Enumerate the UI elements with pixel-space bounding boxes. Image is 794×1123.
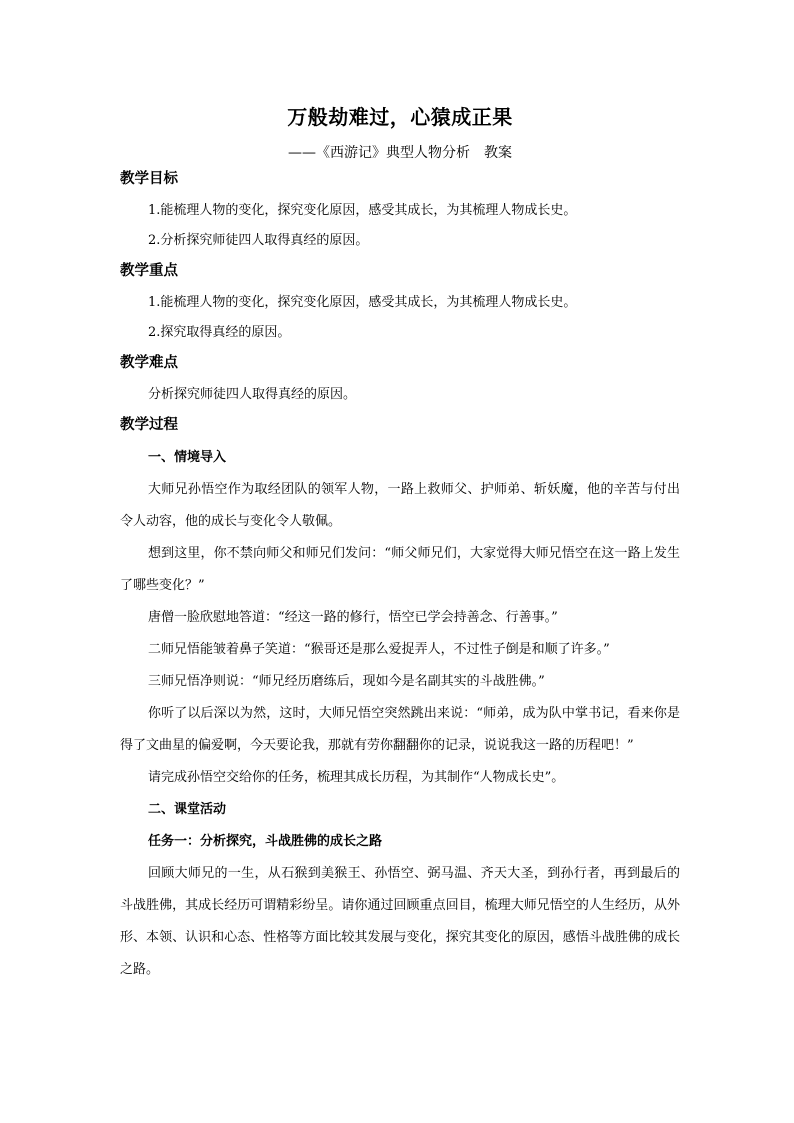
- intro-paragraph: 二师兄悟能皱着鼻子笑道：“猴哥还是那么爱捉弄人，不过性子倒是和顺了许多。”: [148, 642, 610, 657]
- intro-paragraph: 想到这里，你不禁向师父和师兄们发问：“师父师兄们，大家觉得大师兄悟空在这一路上发生了哪些变化？”: [120, 546, 680, 593]
- intro-paragraph: 请完成孙悟空交给你的任务，梳理其成长历程，为其制作“人物成长史”。: [148, 770, 565, 785]
- section-heading-intro: 一、情境导入: [148, 450, 227, 465]
- difficulties-heading: 教学难点: [120, 354, 178, 371]
- key-points-heading: 教学重点: [120, 262, 178, 279]
- key-point-item: 1.能梳理人物的变化，探究变化原因，感受其成长，为其梳理人物成长史。: [148, 295, 577, 310]
- document-title: 万般劫难过，心猿成正果: [287, 105, 513, 129]
- task-heading: 任务一：分析探究，斗战胜佛的成长之路: [148, 834, 383, 849]
- document-subtitle: ——《西游记》典型人物分析 教案: [288, 145, 512, 161]
- intro-paragraph: 三师兄悟净则说：“师兄经历磨练后，现如今是名副其实的斗战胜佛。”: [148, 674, 545, 689]
- difficulty-item: 分析探究师徒四人取得真经的原因。: [148, 387, 357, 402]
- intro-paragraph: 大师兄孙悟空作为取经团队的领军人物，一路上救师父、护师弟、斩妖魔，他的辛苦与付出令人动容，他的成长与变化令人敬佩。: [120, 482, 680, 529]
- objectives-heading: 教学目标: [120, 170, 178, 187]
- key-point-item: 2.探究取得真经的原因。: [148, 325, 291, 340]
- intro-paragraph: 唐僧一脸欣慰地答道：“经这一路的修行，悟空已学会持善念、行善事。”: [148, 610, 558, 625]
- process-heading: 教学过程: [120, 416, 178, 433]
- section-heading-activities: 二、课堂活动: [148, 802, 227, 817]
- intro-paragraph: 你听了以后深以为然，这时，大师兄悟空突然跳出来说：“师弟，成为队中掌书记，看来你是得了文曲星的偏爱啊，今天要论我，那就有劳你翻翻你的记录，说说我这一路的历程吧！”: [120, 706, 680, 753]
- objective-item: 1.能梳理人物的变化，探究变化原因，感受其成长，为其梳理人物成长史。: [148, 203, 577, 218]
- objective-item: 2.分析探究师徒四人取得真经的原因。: [148, 233, 369, 248]
- task-paragraph: 回顾大师兄的一生，从石猴到美猴王、孙悟空、弼马温、齐天大圣，到孙行者，再到最后的斗战胜佛，其成长经历可谓精彩纷呈。请你通过回顾重点回目，梳理大师兄悟空的人生经历，从外形、本领、认识和心态、性格等方面比较其发展与变化，探究其变化的原因，感悟斗战胜佛的成长之路。: [120, 866, 680, 977]
- document-content: [120, 104, 680, 986]
